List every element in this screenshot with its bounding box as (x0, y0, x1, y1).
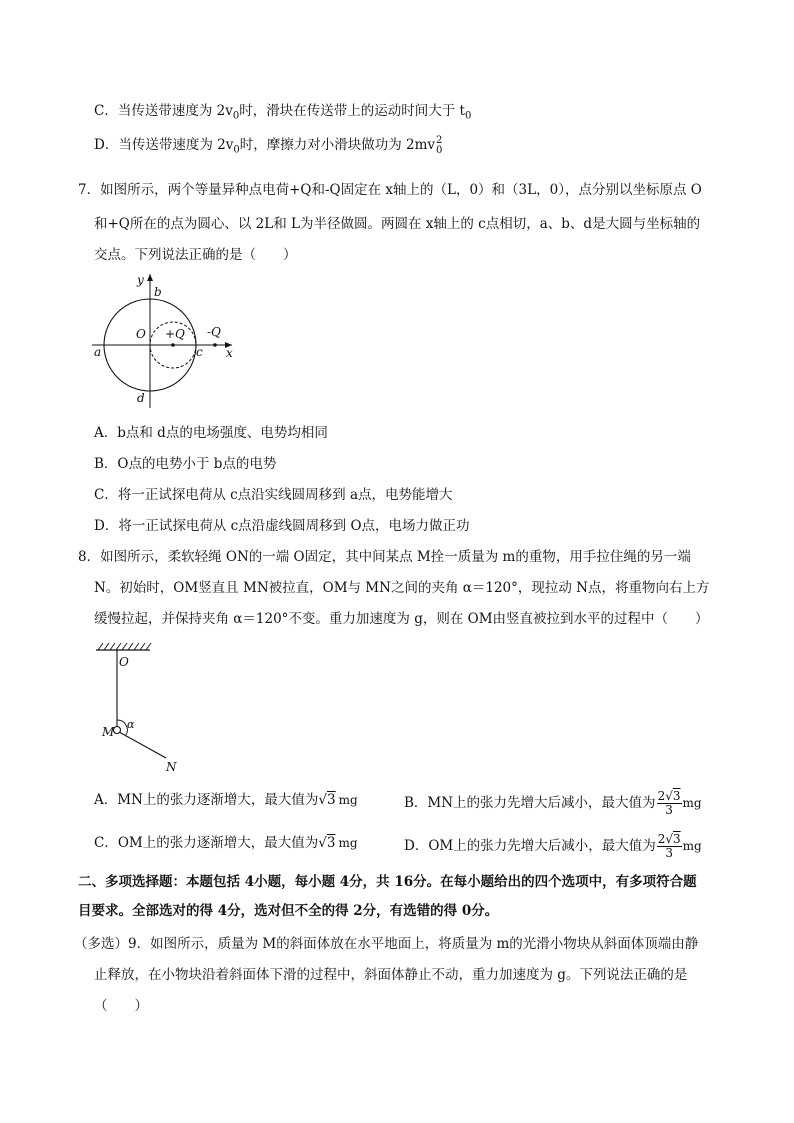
q7-option-a: A．b点和 d点的电场强度、电势均相同 (94, 425, 328, 441)
q7-stem-line2: 和+Q所在的点为圆心、以 2L和 L为半径做圆。两圆在 x轴上的 c点相切，a、b、d是大圆与坐标轴的 (94, 216, 701, 232)
q8-option-b-fraction (657, 790, 682, 817)
q8-option-a-sqrt-icon: √ (318, 792, 327, 808)
q7-label-a: a (94, 345, 102, 359)
q8-option-d-fraction (657, 833, 682, 860)
q6-option-d-text2: 时，摩擦力对小滑块做功为 2mv (239, 137, 436, 153)
q6-option-d-label: D． (94, 137, 119, 153)
q9-stem-line3: （ ） (94, 998, 148, 1014)
q8-option-b-root: 3 (672, 789, 681, 803)
q8-label-alpha: α (127, 718, 135, 731)
q8-figure (90, 640, 190, 775)
q7-label-c: c (196, 345, 203, 359)
q7-minus-charge (213, 343, 217, 347)
q6-option-c-label: C． (94, 103, 118, 119)
q8-option-a-text: A．MN上的张力逐渐增大，最大值为 (94, 792, 319, 808)
q7-option-d: D．将一正试探电荷从 c点沿虚线圆周移到 O点，电场力做正功 (94, 518, 470, 534)
q8-option-d-den: 3 (665, 846, 673, 860)
q7-plus-charge (171, 343, 175, 347)
q6-option-d-sup: 2 (436, 134, 443, 146)
q8-option-c (94, 833, 358, 853)
q8-option-b-num: 2 (657, 789, 666, 803)
q8-option-c-unit: mg (338, 836, 358, 850)
q8-stem-line2: N。初始时，OM竖直且 MN被拉直，OM与 MN之间的夹角 α＝120°，现拉动 N点，将重物向右上方 (94, 580, 710, 596)
q8-option-c-root: 3 (326, 835, 336, 851)
q8-option-b-den: 3 (665, 803, 673, 817)
section2-line2: 目要求。全部选对的得 4分，选对但不全的得 2分，有选错的得 0分。 (78, 903, 499, 919)
q6-option-d-sub: 0 (233, 144, 240, 156)
q6-option-d (94, 135, 442, 161)
q8-label-M: M (102, 725, 115, 739)
q8-option-d-num: 2 (657, 832, 666, 846)
q8-option-d-text: D．OM上的张力先增大后减小，最大值为 (404, 838, 656, 854)
q8-label-O: O (119, 655, 129, 669)
q7-label-y: y (137, 273, 144, 287)
q6-option-d-sub2: 0 (436, 144, 443, 156)
q7-option-b: B．O点的电势小于 b点的电势 (94, 456, 277, 472)
q7-label-plus-q: +Q (165, 327, 185, 341)
q8-option-b-unit: mg (682, 796, 702, 810)
q7-label-b: b (154, 285, 162, 299)
q7-label-x: x (226, 346, 233, 360)
q8-option-a-unit: mg (338, 793, 358, 807)
q7-option-c: C．将一正试探电荷从 c点沿实线圆周移到 a点，电势能增大 (94, 487, 453, 503)
q7-stem-line3: 交点。下列说法正确的是（ ） (94, 247, 297, 263)
q8-rope-mn (119, 732, 166, 758)
q6-option-d-text: 当传送带速度为 2v (118, 137, 234, 153)
q8-mass (114, 727, 121, 734)
q8-option-a-root: 3 (327, 792, 336, 808)
q8-option-d (404, 833, 702, 860)
q8-option-b (404, 790, 702, 817)
q6-option-c (94, 101, 471, 127)
q8-label-N: N (166, 760, 177, 774)
q8-stem-line1: 8．如图所示，柔软轻绳 ON的一端 O固定，其中间某点 M拴一质量为 m的重物，用手拉住绳的另一端 (78, 549, 691, 565)
q6-option-d-script (436, 136, 442, 156)
q6-option-c-sub2: 0 (464, 110, 472, 122)
q8-option-d-unit: mg (682, 839, 702, 853)
q8-option-c-text: C．OM上的张力逐渐增大，最大值为 (94, 835, 319, 851)
q8-ceiling-hatch (98, 643, 151, 650)
q7-y-arrow-icon (147, 274, 153, 281)
q8-option-c-sqrt-icon: √ (318, 835, 327, 851)
q8-option-b-sqrt-icon: √ (665, 789, 673, 803)
q8-option-d-root: 3 (673, 832, 681, 846)
q8-option-b-text: B．MN上的张力先增大后减小，最大值为 (404, 795, 656, 811)
q8-option-a (94, 790, 358, 810)
q6-option-c-text2: 时，滑块在传送带上的运动时间大于 t (239, 103, 465, 119)
section2-line1: 二、多项选择题：本题包括 4小题，每小题 4分，共 16分。在每小题给出的四个选项中，有多项符合题 (78, 874, 697, 890)
q6-option-c-text: 当传送带速度为 2v (117, 103, 233, 119)
q8-stem-line3: 缓慢拉起，并保持夹角 α＝120°不变。重力加速度为 g，则在 OM由竖直被拉到水平的过程中（ ） (94, 611, 709, 627)
q6-option-c-sub: 0 (232, 110, 240, 122)
q7-label-O: O (136, 327, 146, 341)
q7-stem-line1: 7．如图所示，两个等量异种点电荷+Q和-Q固定在 x轴上的（L，0）和（3L，0），点分别以坐标原点 O (78, 182, 702, 198)
q8-option-d-sqrt-icon: √ (665, 832, 674, 846)
q7-figure (88, 270, 248, 410)
q7-label-d: d (137, 391, 145, 405)
q9-stem-line1: （多选）9．如图所示，质量为 M的斜面体放在水平地面上，将质量为 m的光滑小物块从斜面体顶端由静 (74, 936, 699, 952)
q9-stem-line2: 止释放，在小物块沿着斜面体下滑的过程中，斜面体静止不动，重力加速度为 g。下列说法正确的是 (94, 967, 688, 983)
q7-label-minus-q: -Q (207, 325, 221, 339)
